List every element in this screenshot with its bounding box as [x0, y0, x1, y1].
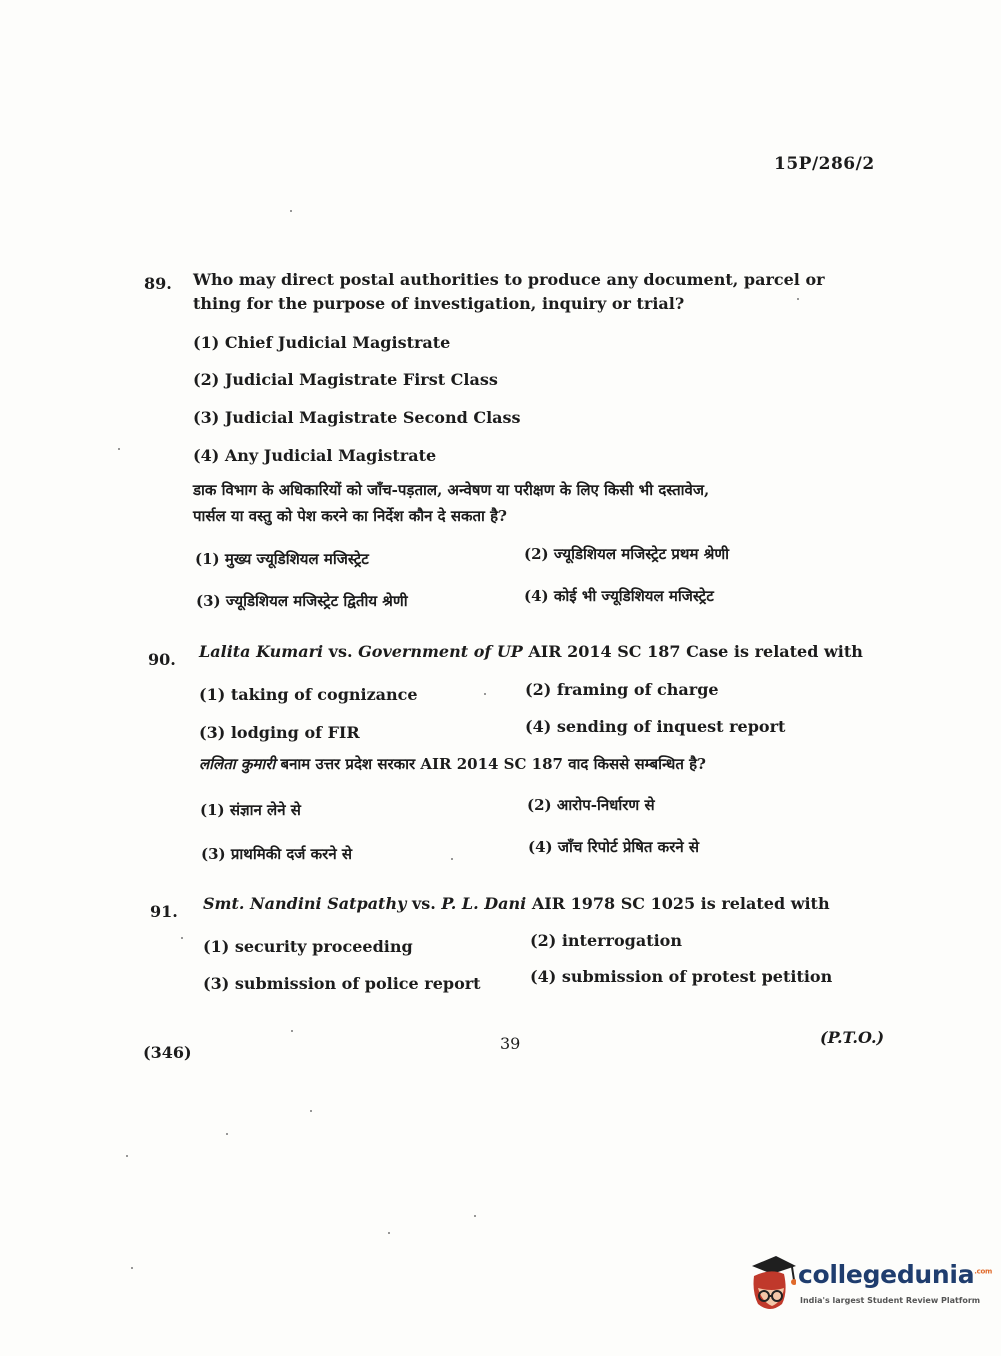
question-number: 91.: [150, 902, 178, 921]
option-2: (2) interrogation: [530, 931, 682, 950]
hindi-option-4: (4) कोई भी ज्यूडिशियल मजिस्ट्रेट: [524, 587, 714, 605]
scan-speck: [290, 210, 292, 212]
hindi-option-1: (1) संज्ञान लेने से: [200, 801, 301, 819]
page-number: 39: [500, 1034, 521, 1053]
hindi-option-3: (3) ज्यूडिशियल मजिस्ट्रेट द्वितीय श्रेणी: [196, 592, 408, 610]
option-1: (1) security proceeding: [203, 937, 413, 956]
option-4: (4) Any Judicial Magistrate: [193, 446, 437, 465]
footer-code: (346): [143, 1043, 192, 1062]
question-number: 90.: [148, 650, 176, 669]
scan-speck: [797, 298, 799, 300]
hindi-option-4: (4) जाँच रिपोर्ट प्रेषित करने से: [528, 838, 700, 856]
option-3: (3) Judicial Magistrate Second Class: [193, 408, 521, 427]
question-text: Smt. Nandini Satpathy vs. P. L. Dani AIR 1978 SC 1025 is related with: [203, 894, 830, 913]
case-party-1: Lalita Kumari: [199, 642, 324, 661]
scan-speck: [226, 1133, 228, 1135]
brand-name: collegedunia$^{.com}$: [798, 1260, 992, 1289]
case-party-2: P. L. Dani: [441, 894, 527, 913]
scan-speck: [388, 1232, 390, 1234]
mascot-icon: [742, 1252, 796, 1316]
question-text: Who may direct postal authorities to produce any document, parcel or thing for the purpose of investigation, inquiry or trial?: [193, 270, 825, 313]
scan-speck: [474, 1215, 476, 1217]
pto-label: (P.T.O.): [820, 1028, 885, 1047]
hindi-option-3: (3) प्राथमिकी दर्ज करने से: [201, 845, 353, 863]
option-1: (1) Chief Judicial Magistrate: [193, 333, 451, 352]
scan-speck: [118, 448, 120, 450]
scan-speck: [126, 1155, 128, 1157]
scan-speck: [181, 937, 183, 939]
option-2: (2) framing of charge: [525, 680, 719, 699]
hindi-question: ललिता कुमारी बनाम उत्तर प्रदेश सरकार AIR 2014 SC 187 वाद किससे सम्बन्धित है?: [199, 755, 706, 773]
option-4: (4) submission of protest petition: [530, 967, 833, 986]
scan-speck: [131, 1267, 133, 1269]
scan-speck: [291, 1030, 293, 1032]
hindi-option-1: (1) मुख्य ज्यूडिशियल मजिस्ट्रेट: [195, 550, 369, 568]
option-3: (3) lodging of FIR: [199, 723, 360, 742]
case-party-2: Government of UP: [358, 642, 523, 661]
option-3: (3) submission of police report: [203, 974, 481, 993]
hindi-question-line-1: डाक विभाग के अधिकारियों को जाँच-पड़ताल, अन्वेषण या परीक्षण के लिए किसी भी दस्तावेज,: [193, 481, 710, 499]
scan-speck: [484, 693, 486, 695]
case-party-1: Smt. Nandini Satpathy: [203, 894, 407, 913]
option-4: (4) sending of inquest report: [525, 717, 786, 736]
hindi-option-2: (2) ज्यूडिशियल मजिस्ट्रेट प्रथम श्रेणी: [524, 545, 730, 563]
question-number: 89.: [144, 274, 172, 293]
hindi-question-line-2: पार्सल या वस्तु को पेश करने का निर्देश कौन दे सकता है?: [193, 507, 507, 525]
collegedunia-watermark: [742, 1250, 992, 1320]
brand-tagline: India's largest Student Review Platform: [800, 1296, 981, 1305]
option-2: (2) Judicial Magistrate First Class: [193, 370, 498, 389]
question-text: Lalita Kumari vs. Government of UP AIR 2014 SC 187 Case is related with: [199, 642, 863, 661]
scan-speck: [451, 858, 453, 860]
hindi-option-2: (2) आरोप-निर्धारण से: [527, 796, 655, 814]
scan-speck: [310, 1110, 312, 1112]
option-1: (1) taking of cognizance: [199, 685, 418, 704]
paper-code: 15P/286/2: [774, 154, 875, 174]
